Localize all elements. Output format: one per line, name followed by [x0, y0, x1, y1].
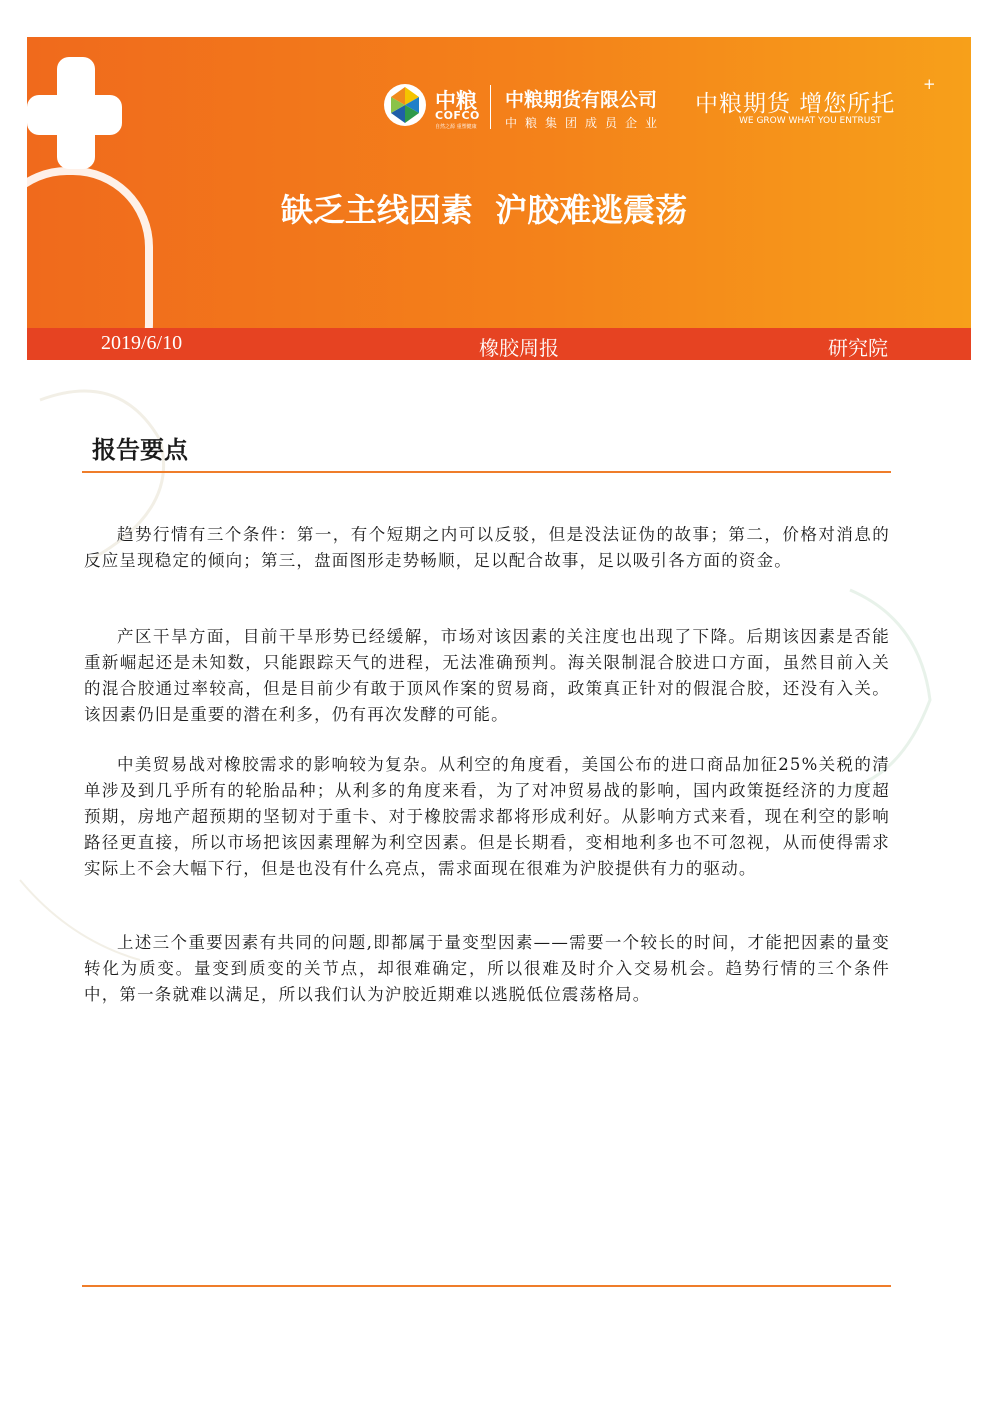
divider-bottom	[82, 1285, 891, 1287]
cofco-logo-icon	[383, 83, 427, 127]
info-bar	[27, 328, 971, 360]
member-line: 中粮集团成员企业	[505, 116, 666, 130]
section-title: 报告要点	[92, 435, 188, 464]
paragraph: 趋势行情有三个条件：第一，有个短期之内可以反驳，但是没法证伪的故事；第二，价格对消息的反应呈现稳定的倾向；第三，盘面图形走势畅顺，足以配合故事，足以吸引各方面的资金。	[84, 525, 890, 570]
logo-divider	[490, 85, 491, 129]
logo-chinese-text: 中粮	[435, 89, 477, 113]
report-date: 2019/6/10	[101, 332, 183, 354]
plus-decoration-horizontal	[27, 95, 122, 135]
logo-tagline: 自然之源 重塑健康	[435, 124, 477, 130]
paragraph: 产区干旱方面，目前干旱形势已经缓解，市场对该因素的关注度也出现了下降。后期该因素是否能重新崛起还是未知数，只能跟踪天气的进程，无法准确预判。海关限制混合胶进口方面，虽然目前入关的混合胶通过率较高，但是目前少有敢于顶风作案的贸易商，政策真正针对的假混合胶，还没有入关。该因素仍旧是重要的潜在利多，仍有再次发酵的可能。	[84, 627, 890, 724]
report-title: 缺乏主线因素 沪胶难逃震荡	[280, 191, 688, 229]
logo-english-text: COFCO	[435, 109, 480, 122]
paragraph: 上述三个重要因素有共同的问题,即都属于量变型因素——需要一个较长的时间，才能把因素的量变转化为质变。量变到质变的关节点，却很难确定，所以很难及时介入交易机会。趋势行情的三个条件中，第一条就难以满足，所以我们认为沪胶近期难以逃脱低位震荡格局。	[84, 933, 890, 1004]
header-banner	[27, 37, 971, 328]
paragraph: 中美贸易战对橡胶需求的影响较为复杂。从利空的角度看，美国公布的进口商品加征25%关税的清单涉及到几乎所有的轮胎品种；从利多的角度来看，为了对冲贸易战的影响，国内政策挺经济的力度超预期，房地产超预期的坚韧对于重卡、对于橡胶需求都将形成利好。从影响方式来看，现在利空的影响路径更直接，所以市场把该因素理解为利空因素。但是长期看，变相地利多也不可忽视，从而使得需求实际上不会大幅下行，但是也没有什么亮点，需求面现在很难为沪胶提供有力的驱动。	[84, 755, 890, 878]
department: 研究院	[828, 338, 888, 360]
slogan-english: WE GROW WHAT YOU ENTRUST	[739, 116, 882, 126]
slogan-plus-icon: +	[923, 75, 936, 93]
divider-top	[82, 471, 891, 473]
slogan: 中粮期货 增您所托	[695, 91, 896, 117]
report-type: 橡胶周报	[479, 338, 559, 360]
company-name: 中粮期货有限公司	[505, 89, 658, 111]
